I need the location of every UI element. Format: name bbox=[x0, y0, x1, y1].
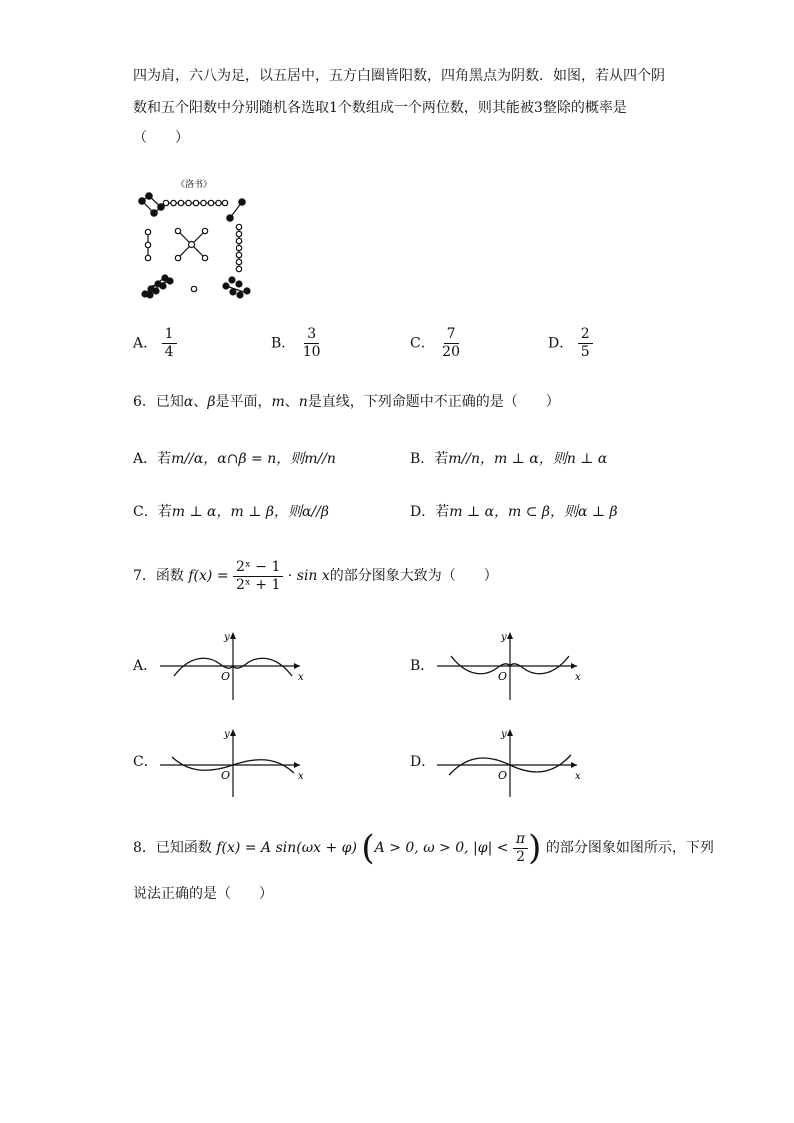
q5-option-a[interactable]: A． $\frac{1}{4}$ bbox=[133, 326, 177, 361]
luoshu-title: 《洛书》 bbox=[175, 180, 213, 190]
y-label: y bbox=[501, 632, 507, 643]
y-axis-arrow-icon bbox=[507, 729, 513, 736]
y-label: y bbox=[501, 729, 507, 740]
y-label: y bbox=[224, 632, 230, 643]
x-label: x bbox=[298, 672, 304, 683]
origin-label: O bbox=[221, 670, 231, 683]
q7-option-b-label[interactable]: B． bbox=[410, 658, 435, 674]
origin-label: O bbox=[498, 769, 508, 782]
q5-text-line2: 数和五个阳数中分别随机各选取1个数组成一个两位数，则其能被3整除的概率是 bbox=[133, 100, 627, 116]
luoshu-figure bbox=[134, 176, 254, 300]
x-axis-arrow-icon bbox=[571, 762, 577, 768]
y-label: y bbox=[224, 729, 230, 740]
q8-text-line2: 说法正确的是（ ） bbox=[133, 886, 273, 902]
q6-stem: 6．已知α、β是平面，m、n是直线，下列命题中不正确的是（ ） bbox=[133, 394, 560, 410]
q7-stem: 7．函数 f(x) = $\frac{\text{2ˣ − 1}}{\text{2ˣ + 1}}$ · sin x的部分图象大致为（ ） bbox=[133, 558, 498, 593]
q5-option-c[interactable]: C． $\frac{7}{20}$ bbox=[410, 326, 460, 360]
q7-option-d-label[interactable]: D． bbox=[410, 754, 436, 770]
x-axis-arrow-icon bbox=[294, 762, 300, 768]
origin-label: O bbox=[221, 769, 231, 782]
q7-option-c-label[interactable]: C． bbox=[133, 754, 158, 770]
q6-option-d[interactable]: D．若m ⊥ α，m ⊂ β，则α ⊥ β bbox=[410, 504, 618, 520]
q6-option-a[interactable]: A．若m//α，α∩β = n，则m//n bbox=[133, 451, 336, 467]
y-axis-arrow-icon bbox=[507, 632, 513, 639]
q7-option-a-label[interactable]: A． bbox=[133, 658, 158, 674]
q8-stem: 8．已知函数 f(x) = A sin(ωx + φ) (A > 0, ω > 0, |φ| < $\frac{\pi}{2}$ ) 的部分图象如图所示，下列 bbox=[133, 828, 714, 868]
x-label: x bbox=[298, 771, 304, 782]
origin-label: O bbox=[498, 670, 508, 683]
q5-option-b[interactable]: B． $\frac{3}{10}$ bbox=[271, 326, 321, 360]
x-label: x bbox=[575, 672, 581, 683]
x-axis-arrow-icon bbox=[294, 663, 300, 669]
q5-paren: （ ） bbox=[133, 130, 189, 146]
y-axis-arrow-icon bbox=[230, 632, 236, 639]
q6-option-c[interactable]: C．若m ⊥ α，m ⊥ β，则α//β bbox=[133, 504, 329, 520]
q7-graph-d[interactable] bbox=[437, 727, 587, 797]
q7-graph-a[interactable] bbox=[160, 630, 310, 700]
q6-option-b[interactable]: B．若m//n，m ⊥ α，则n ⊥ α bbox=[410, 451, 608, 467]
x-axis-arrow-icon bbox=[571, 663, 577, 669]
q7-graph-b[interactable] bbox=[437, 630, 587, 700]
y-axis-arrow-icon bbox=[230, 729, 236, 736]
q5-option-d[interactable]: D． $\frac{2}{5}$ bbox=[548, 326, 593, 361]
x-label: x bbox=[575, 771, 581, 782]
q7-graph-c[interactable] bbox=[160, 727, 310, 797]
q5-text-line1: 四为肩，六八为足，以五居中，五方白圈皆阳数，四角黑点为阴数．如图，若从四个阴 bbox=[133, 68, 665, 84]
